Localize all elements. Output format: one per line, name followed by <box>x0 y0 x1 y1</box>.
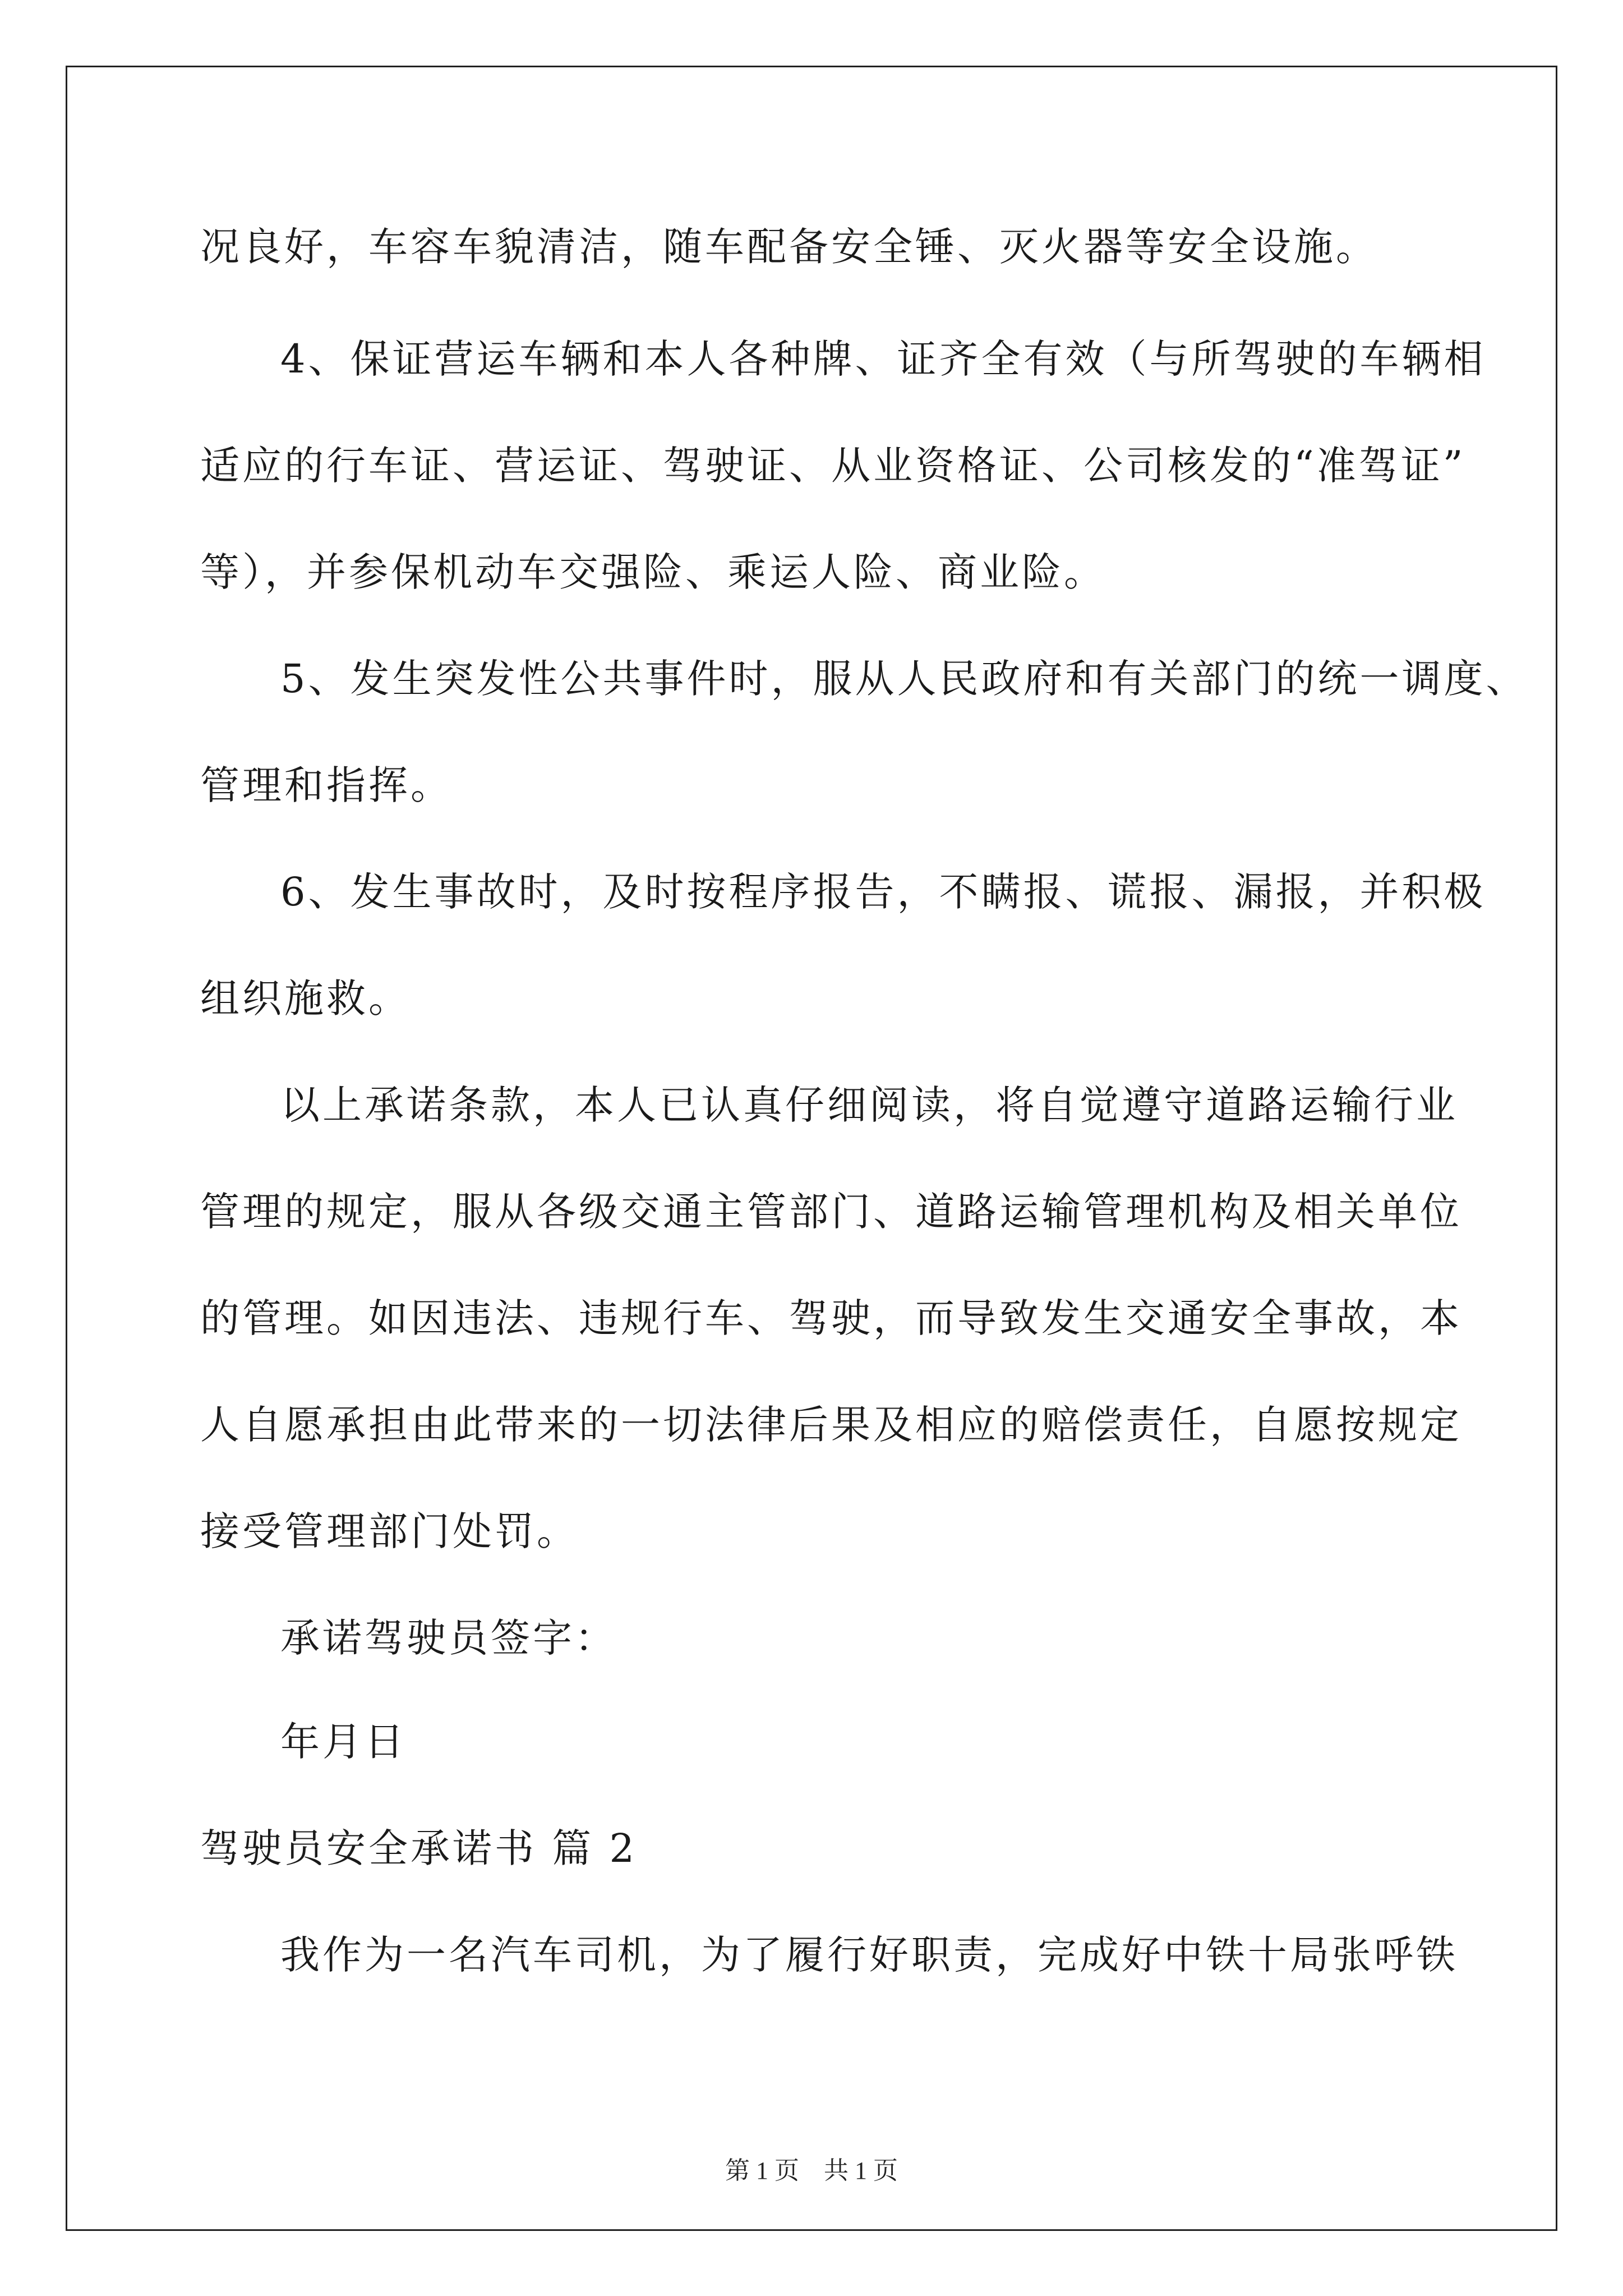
paragraph-line: 我作为一名汽车司机，为了履行好职责，完成好中铁十局张呼铁 <box>280 1932 1458 1978</box>
paragraph-line: 管理的规定，服从各级交通主管部门、道路运输管理机构及相关单位 <box>200 1189 1462 1235</box>
paragraph-line: 接受管理部门处罚。 <box>200 1508 579 1554</box>
paragraph-line: 管理和指挥。 <box>200 762 453 808</box>
date-line: 年月日 <box>280 1719 407 1765</box>
paragraph-line: 况良好，车容车貌清洁，随车配备安全锤、灭火器等安全设施。 <box>200 224 1378 270</box>
paragraph-line: 等），并参保机动车交强险、乘运人险、商业险。 <box>200 549 1106 595</box>
paragraph-line: 的管理。如因违法、违规行车、驾驶，而导致发生交通安全事故，本 <box>200 1295 1462 1341</box>
paragraph-line: 以上承诺条款，本人已认真仔细阅读，将自觉遵守道路运输行业 <box>280 1082 1458 1128</box>
section-heading: 驾驶员安全承诺书 篇 2 <box>200 1825 638 1871</box>
page-border <box>66 66 1557 2231</box>
page-footer: 第 1 页 共 1 页 <box>725 2157 898 2184</box>
paragraph-line: 适应的行车证、营运证、驾驶证、从业资格证、公司核发的“准驾证” <box>200 443 1466 489</box>
paragraph-line: 5、发生突发性公共事件时，服从人民政府和有关部门的统一调度、 <box>280 656 1528 702</box>
paragraph-line: 4、保证营运车辆和本人各种牌、证齐全有效（与所驾驶的车辆相 <box>280 336 1486 382</box>
paragraph-line: 6、发生事故时，及时按程序报告，不瞒报、谎报、漏报，并积极 <box>280 869 1486 915</box>
signature-line: 承诺驾驶员签字： <box>280 1615 617 1661</box>
paragraph-line: 人自愿承担由此带来的一切法律后果及相应的赔偿责任，自愿按规定 <box>200 1402 1462 1448</box>
paragraph-line: 组织施救。 <box>200 976 411 1022</box>
